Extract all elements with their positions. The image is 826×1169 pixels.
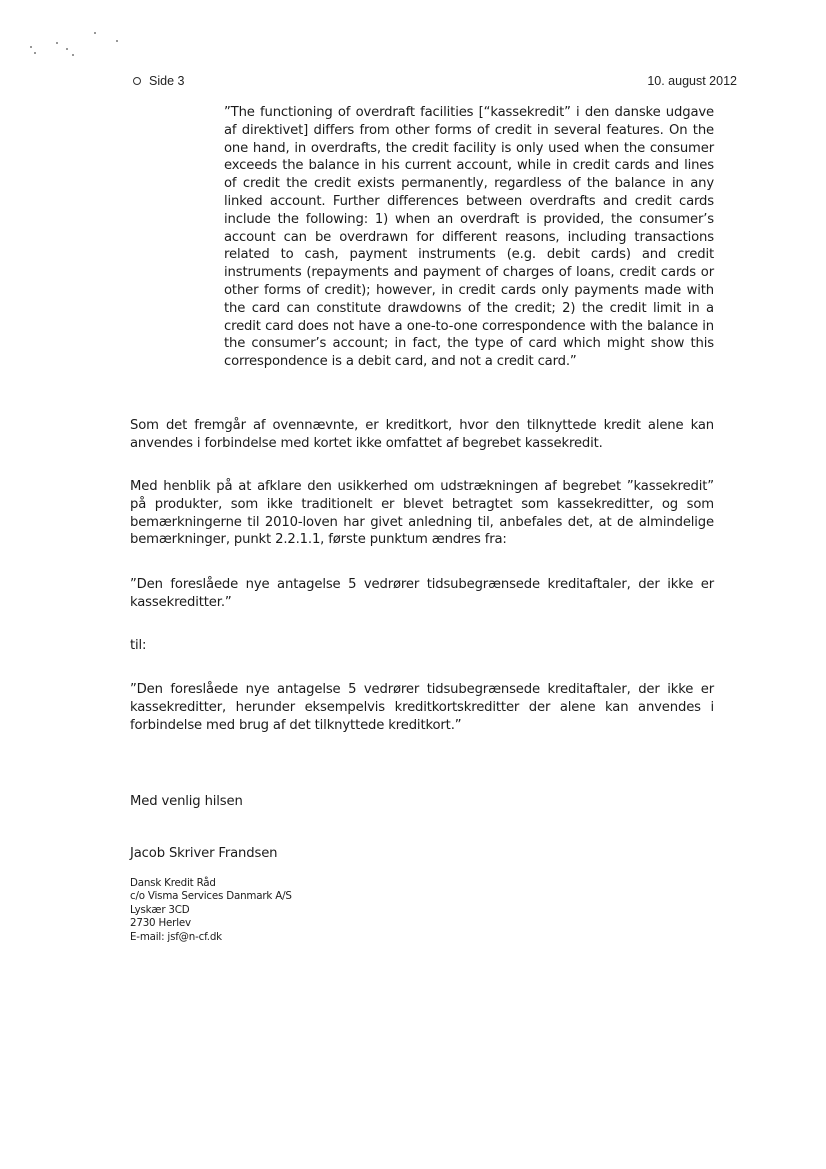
address-email: E-mail: jsf@n-cf.dk (130, 930, 222, 943)
paragraph-til: til: (130, 638, 147, 653)
page-header (133, 72, 737, 90)
quote-current-wording: ”Den foreslåede nye antagelse 5 vedrører tidsubegrænsede kreditaftaler, der ikke er kassekreditter.” (130, 577, 714, 610)
signer-name: Jacob Skriver Frandsen (130, 846, 278, 861)
page-number (133, 74, 184, 88)
letter-date: 10. august 2012 (647, 74, 737, 88)
address-city: 2730 Herlev (130, 917, 191, 930)
paragraph-conclusion: Som det fremgår af ovennævnte, er kreditkort, hvor den tilknyttede kredit alene kan anvendes i forbindelse med kortet ikke omfattet af begrebet kassekredit. (130, 418, 714, 451)
closing-salutation: Med venlig hilsen (130, 794, 243, 809)
quote-proposed-wording: ”Den foreslåede nye antagelse 5 vedrører tidsubegrænsede kreditaftaler, der ikke er kassekreditter, herunder eksempelvis kreditkortskreditter der alene kan anvendes i forbindelse med brug af det tilknyttede kreditkort.” (130, 682, 714, 733)
address-street: Lyskær 3CD (130, 903, 190, 916)
address-co: c/o Visma Services Danmark A/S (130, 890, 292, 903)
sender-address (130, 877, 292, 944)
paragraph-recommendation: Med henblik på at afklare den usikkerhed om udstrækningen af begrebet ”kassekredit” på produkter, som ikke traditionelt er blevet betragtet som kassekreditter, og som bemærkningerne til 2010-loven har givet anledning til, anbefales det, at de almindelige bemærkninger, punkt 2.2.1.1, første punktum ændres fra: (130, 479, 714, 548)
scan-specks (28, 30, 138, 70)
page-number-label: Side 3 (149, 74, 185, 88)
address-org: Dansk Kredit Råd (130, 877, 216, 889)
directive-quote: ”The functioning of overdraft facilities [“kassekredit” i den danske udgave af direktivet] differs from other forms of credit in several features. On the one hand, in overdrafts, the credit facility is only used when the consumer exceeds the balance in his current account, while in credit cards and lines of credit the credit exists permanently, regardless of the balance in any linked account. Further differences between overdrafts and credit cards include the following: 1) when an overdraft is provided, the consumer’s account can be overdrawn for different reasons, including transactions related to cash, payment instruments (e.g. debit cards) and credit instruments (repayments and payment of charges of loans, credit cards or other forms of credit); however, in credit cards only payments made with the card can constitute drawdowns of the credit; 2) the credit limit in a credit card does not have a one-to-one correspondence with the balance in the consumer’s account; in fact, the type of card which might show this correspondence is a debit card, and not a credit card.” (224, 105, 714, 370)
circle-bullet-icon (133, 77, 141, 85)
